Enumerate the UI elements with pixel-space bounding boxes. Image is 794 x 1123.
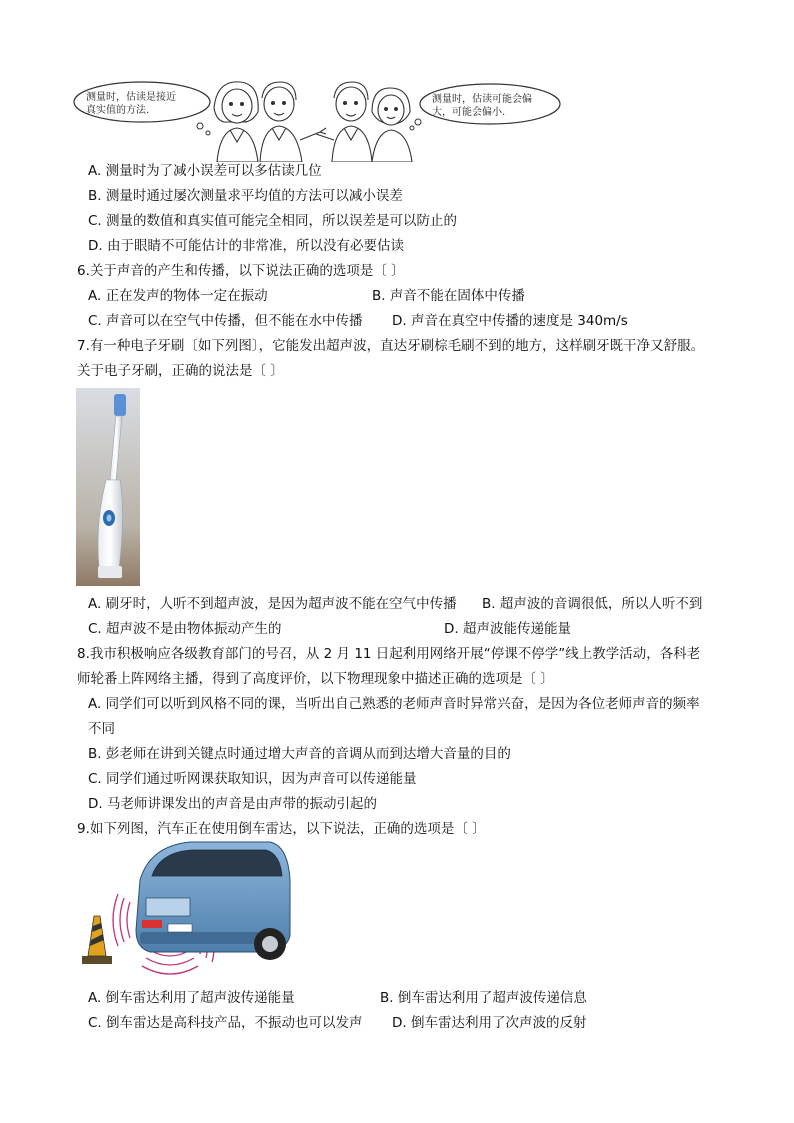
q8-option-a-line2: 不同 [88,721,115,737]
cartoon-boy-right [316,82,372,162]
bubble-left-line1: 测量时，估读是接近 [86,92,176,103]
electric-toothbrush-photo [76,388,140,586]
q8-option-a-line1: A. 同学们可以听到风格不同的课，当听出自己熟悉的老师声音时异常兴奋，是因为各位老师声音的频率 [88,696,700,712]
cartoon-girl-right [372,88,412,162]
q8-stem-line2: 师轮番上阵网络主播，得到了高度评价，以下物理现象中描述正确的选项是〔 〕 [77,671,554,687]
traffic-cone-icon [82,916,112,964]
car-icon [136,842,290,960]
cartoon-girl-left [214,82,258,162]
q7-option-d: D. 超声波能传递能量 [444,621,571,637]
q6-option-a: A. 正在发声的物体一定在振动 [88,288,268,304]
q5-illustration [72,78,562,162]
q5-option-b: B. 测量时通过屡次测量求平均值的方法可以减小误差 [88,188,403,204]
q5-option-c: C. 测量的数值和真实值可能完全相同，所以误差是可以防止的 [88,213,458,229]
q8-stem-line1: 8.我市积极响应各级教育部门的号召，从 2 月 11 日起利用网络开展“停课不停学”线上教学活动，各科老 [77,646,701,662]
q7-option-c: C. 超声波不是由物体振动产生的 [88,621,282,637]
q9-option-c: C. 倒车雷达是高科技产品，不振动也可以发声 [88,1015,363,1031]
q8-option-d: D. 马老师讲课发出的声音是由声带的振动引起的 [88,796,377,812]
q9-option-d: D. 倒车雷达利用了次声波的反射 [392,1015,587,1031]
q6-option-c: C. 声音可以在空气中传播，但不能在水中传播 [88,313,363,329]
cartoon-boy-left [260,82,326,162]
q9-stem: 9.如下列图，汽车正在使用倒车雷达，以下说法，正确的选项是〔 〕 [77,821,486,837]
bubble-right-line2: 大，可能会偏小. [432,107,506,118]
q5-option-d: D. 由于眼睛不可能估计的非常准，所以没有必要估读 [88,238,404,254]
bubble-left-line2: 真实值的方法. [86,105,150,116]
reversing-car-radar-illustration [80,840,292,982]
bubble-right-line1: 测量时，估读可能会偏 [432,94,532,105]
q6-stem: 6.关于声音的产生和传播，以下说法正确的选项是〔 〕 [77,263,405,279]
q5-option-a: A. 测量时为了减小误差可以多估读几位 [88,163,322,179]
q8-option-b: B. 彭老师在讲到关键点时通过增大声音的音调从而到达增大音量的目的 [88,746,511,762]
q7-stem-line1: 7.有一种电子牙刷〔如下列图〕，它能发出超声波，直达牙刷棕毛刷不到的地方，这样刷牙既干净又舒服。 [77,338,705,354]
q6-option-d: D. 声音在真空中传播的速度是 340m/s [392,313,628,329]
q9-option-a: A. 倒车雷达利用了超声波传递能量 [88,990,295,1006]
q7-stem-line2: 关于电子牙刷，正确的说法是〔 〕 [77,363,284,379]
q7-option-b: B. 超声波的音调很低，所以人听不到 [482,596,703,612]
q9-option-b: B. 倒车雷达利用了超声波传递信息 [380,990,587,1006]
speech-bubble-right [410,84,560,130]
q7-option-a: A. 刷牙时，人听不到超声波，是因为超声波不能在空气中传播 [88,596,457,612]
q6-option-b: B. 声音不能在固体中传播 [372,288,525,304]
speech-bubble-left [74,82,210,135]
q8-option-c: C. 同学们通过听网课获取知识，因为声音可以传递能量 [88,771,417,787]
